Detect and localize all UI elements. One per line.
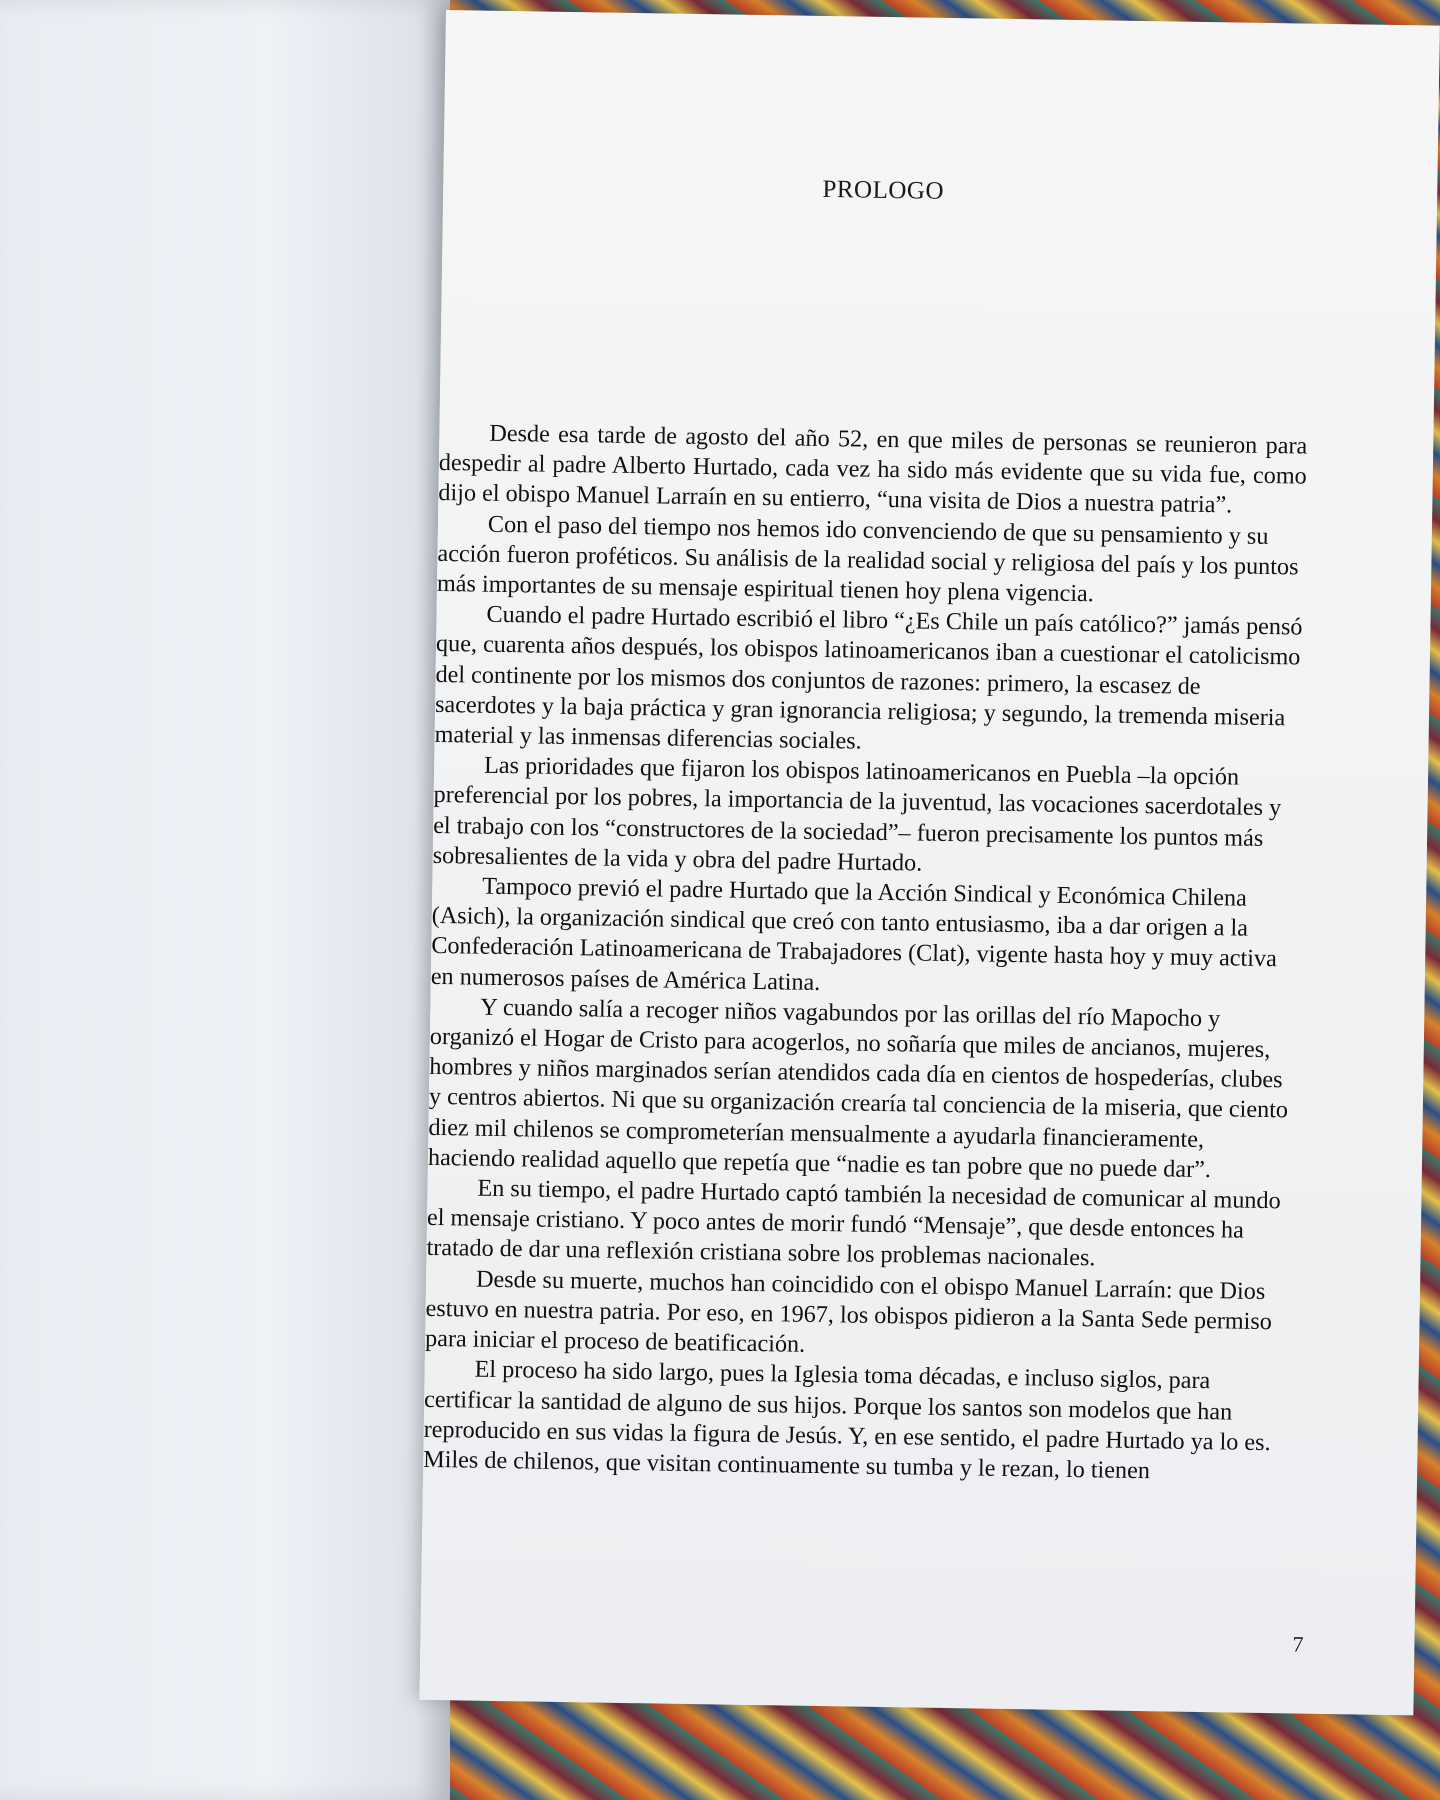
book-page xyxy=(419,10,1439,1715)
paragraph: Desde esa tarde de agosto del año 52, en que miles de personas se reunieron para despedir al padre Alberto Hurtado, cada vez ha sido más evidente que su vida fue, como dijo el obispo Manuel Larraín en su entierro, “una visita de Dios a nuestra patria”. xyxy=(438,419,1308,519)
page-number: 7 xyxy=(1292,1631,1304,1657)
paragraph: Cuando el padre Hurtado escribió el libro “¿Es Chile un país católico?” jamás pensó que, cuarenta años después, los obispos latinoamericanos iban a cuestionar el catolicismo del continente por los mismos dos conjuntos de razones: primero, la escasez de sacerdotes y la baja práctica y gran ignorancia religiosa; y segundo, la tremenda miseria material y las inmensas diferencias sociales. xyxy=(434,600,1303,755)
paragraph: Desde su muerte, muchos han coincidido con el obispo Manuel Larraín: que Dios estuvo en nuestra patria. Por eso, en 1967, los obispos pidieron a la Santa Sede permiso para iniciar el proceso de beatificación. xyxy=(424,1265,1273,1358)
page-title: PROLOGO xyxy=(822,175,945,205)
paragraph: En su tiempo, el padre Hurtado captó también la necesidad de comunicar al mundo el mensaje cristiano. Y poco antes de morir fundó “Mensaje”, que desde entonces ha tratado de dar una reflexión cristiana sobre los problemas nacionales. xyxy=(426,1174,1281,1272)
paragraph: Con el paso del tiempo nos hemos ido convenciendo de que su pensamiento y su acción fueron proféticos. Su análisis de la realidad social y religiosa del país y los puntos más importantes de su mensaje espiritual tienen hoy plena vigencia. xyxy=(436,510,1299,608)
paragraph: El proceso ha sido largo, pues la Iglesia toma décadas, e incluso siglos, para certificar la santidad de alguno de sus hijos. Porque los santos son modelos que han reproducido en sus vidas la figura de Jesús. Y, en ese sentido, el padre Hurtado ya lo es. Miles de chilenos, que visitan continuamente su tumba y le rezan, lo tienen xyxy=(423,1355,1271,1485)
paragraph: Tampoco previó el padre Hurtado que la Acción Sindical y Económica Chilena (Asich), la organización sindical que creó con tanto entusiasmo, iba a dar origen a la Confederación Latinoamericana de Trabajadores (Clat), vigente hasta hoy y muy activa en numerosos países de América Latina. xyxy=(430,872,1278,996)
paragraph: Las prioridades que fijaron los obispos latinoamericanos en Puebla –la opción preferencial por los pobres, la importancia de la juventud, las vocaciones sacerdotales y el trabajo con los “constructores de la sociedad”– fueron precisamente los puntos más sobresalientes de la vida y obra del padre Hurtado. xyxy=(432,751,1282,877)
paragraph: Y cuando salía a recoger niños vagabundos por las orillas del río Mapocho y organizó el Hogar de Cristo para acogerlos, no soñaría que miles de ancianos, mujeres, hombres y niños marginados serían atendidos cada día en cientos de hospederías, clubes y centros abiertos. Ni que su organización crearía tal conciencia de la miseria, que ciento diez mil chilenos se comprometerían mensualmente a ayudarla financieramente, haciendo realidad aquello que repetía que “nadie es tan pobre que no puede dar”. xyxy=(427,993,1289,1184)
body-text xyxy=(423,418,1307,1489)
left-page xyxy=(0,0,450,1800)
